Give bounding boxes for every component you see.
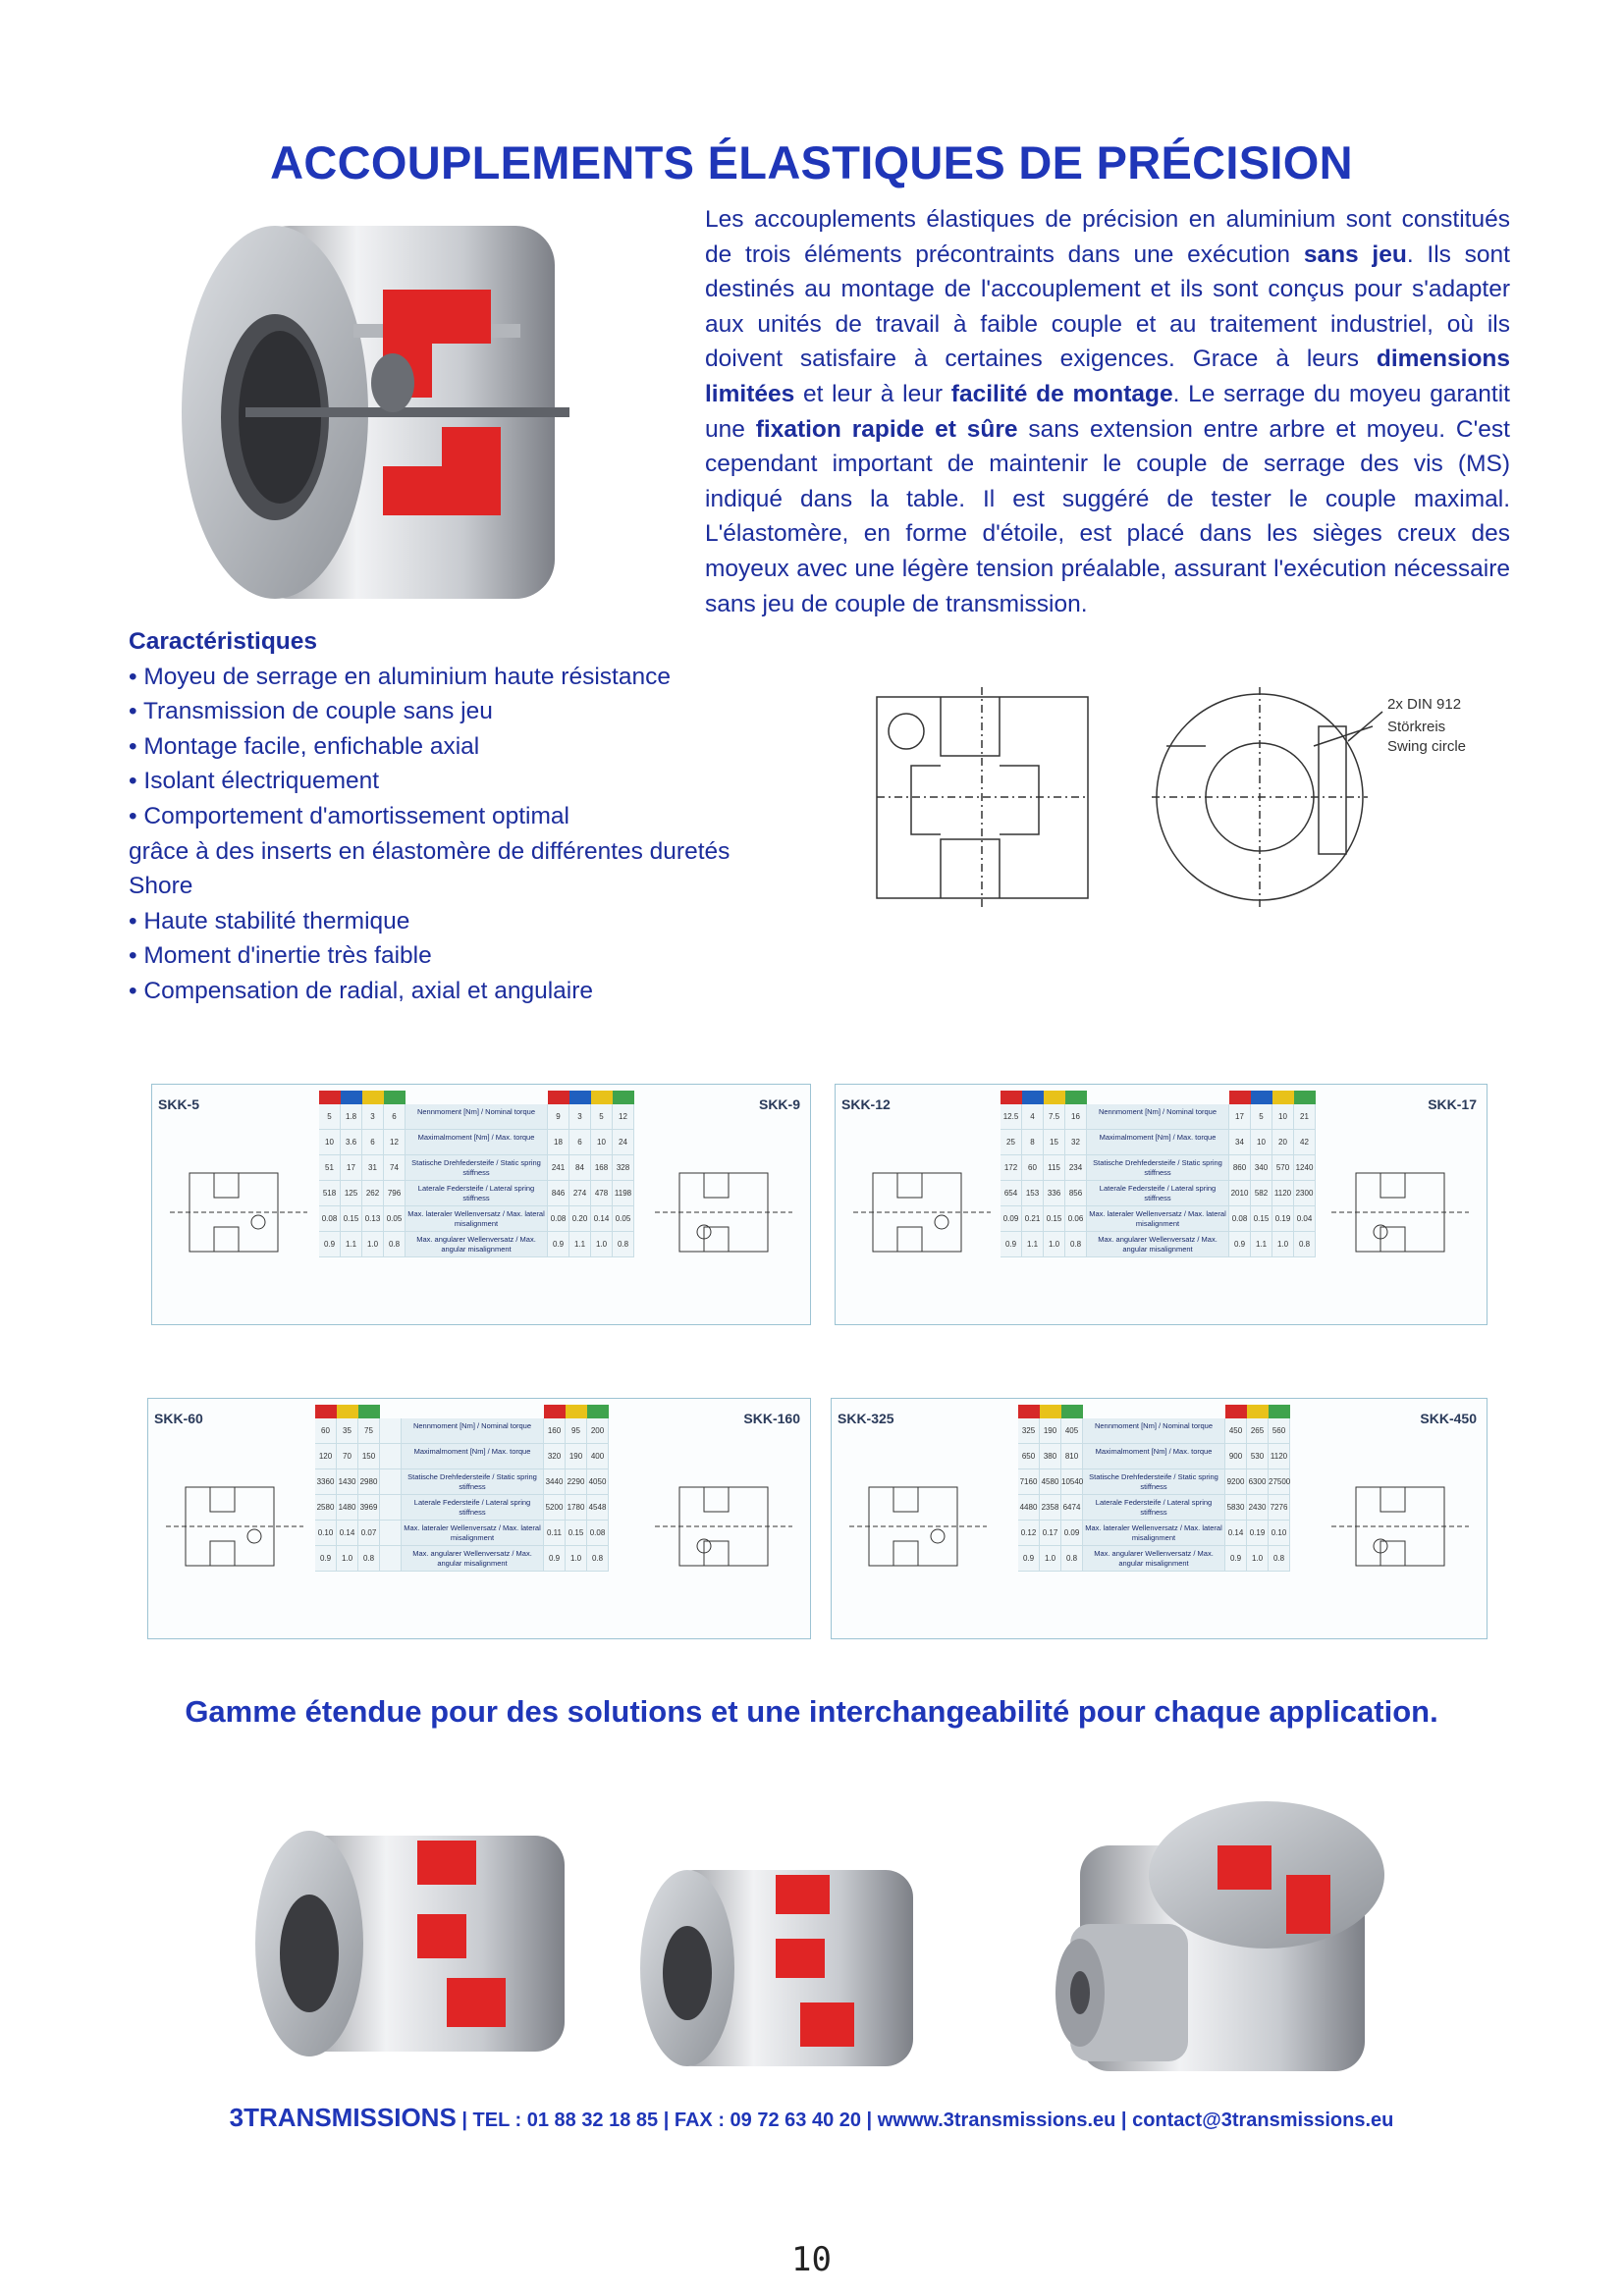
coupling-product-image: [628, 1841, 952, 2096]
spec-row-label: Statische Drehfedersteife / Static spring stiffness: [1083, 1469, 1225, 1494]
product-code: SKK-12: [841, 1096, 891, 1112]
dimension-sketch: [156, 1458, 313, 1605]
footer-contact-details: | TEL : 01 88 32 18 85 | FAX : 09 72 63 40 20 | wwww.3transmissions.eu | contact@3transmissions.eu: [456, 2109, 1394, 2131]
spec-table: 325 190 405 Nennmoment [Nm] / Nominal torque 450 265 560 650 380 810 Maximalmoment [Nm] / Max. torque 900 530 1120 7160 4580 10540 Statische Drehfedersteife / Static spring stiffness 9200 6300 27500 4480 2358 6474 Laterale Federsteife / Lateral spring stiffness 5830 2430 7276 0.12 0.17 0.09 Max. lateraler Wellenversatz / Max. lateral misalignment 0.14 0.19 0.10 0.9 1.0 0.8 Max. angularer Wellenversatz / Max. angular misalignment 0.9 1.0 0.8: [1018, 1405, 1290, 1572]
spec-row-label: Maximalmoment [Nm] / Max. torque: [1083, 1444, 1225, 1468]
coupling-product-image: [250, 1796, 604, 2081]
characteristic-item: • Transmission de couple sans jeu: [129, 698, 493, 725]
spec-panel: [147, 1398, 811, 1639]
characteristic-item: • Moment d'inertie très faible: [129, 942, 432, 970]
characteristic-item: • Comportement d'amortissement optimal: [129, 802, 569, 829]
intro-text-3: et leur à leur: [794, 380, 951, 407]
dimension-sketch: [645, 1144, 802, 1291]
dimension-sketch: [1322, 1458, 1479, 1605]
series-color-header: [1018, 1405, 1290, 1418]
product-code: SKK-9: [758, 1096, 800, 1112]
dimension-sketch: [1322, 1144, 1479, 1291]
product-code: SKK-450: [1420, 1411, 1477, 1426]
spec-panel: [835, 1084, 1488, 1325]
drawing-label-din: 2x DIN 912: [1387, 696, 1462, 713]
product-code: SKK-160: [743, 1411, 800, 1426]
product-code: SKK-325: [838, 1411, 894, 1426]
intro-text-5: sans extension entre arbre et moyeu. C'est cependant important de maintenir le couple de serrage des vis (MS) indiqué dans la table. Il est suggéré de tester le couple maximal. L'élastomère, en forme d'étoile, est placé dans les sièges creux des moyeux avec une légère tension préalable, assurant l'exécution nécessaire sans jeu de couple de transmission.: [705, 415, 1510, 617]
intro-text-2: . Ils sont destinés au montage de l'accouplement et ils sont conçus pour s'adapter aux unités de travail à faible couple et au traitement industriel, où ils doivent satisfaire à certaines exigences. Grace à leurs: [705, 240, 1510, 373]
spec-row-label: Nennmoment [Nm] / Nominal torque: [1087, 1104, 1229, 1129]
spec-row-label: Max. lateraler Wellenversatz / Max. lateral misalignment: [402, 1521, 544, 1545]
footer-brand: 3TRANSMISSIONS: [229, 2103, 457, 2132]
drawing-label-stoerkreis: Störkreis: [1387, 719, 1446, 735]
dimension-sketch: [645, 1458, 802, 1605]
spec-row-label: Maximalmoment [Nm] / Max. torque: [406, 1130, 548, 1154]
spec-row-label: Max. lateraler Wellenversatz / Max. lateral misalignment: [1087, 1206, 1229, 1231]
intro-bold-4: fixation rapide et sûre: [755, 415, 1018, 443]
characteristics-list: [129, 624, 836, 1009]
spec-row-label: Max. angularer Wellenversatz / Max. angular misalignment: [402, 1546, 544, 1571]
spec-row-label: Statische Drehfedersteife / Static spring stiffness: [402, 1469, 544, 1494]
spec-row-label: Laterale Federsteife / Lateral spring stiffness: [406, 1181, 548, 1205]
series-color-header: [1001, 1091, 1316, 1104]
series-color-header: [315, 1405, 609, 1418]
spec-panel: [151, 1084, 811, 1325]
product-code: SKK-5: [158, 1096, 200, 1112]
product-code: SKK-60: [154, 1411, 203, 1426]
characteristics-heading: Caractéristiques: [129, 628, 318, 655]
characteristic-item: grâce à des inserts en élastomère de différentes duretés: [129, 837, 730, 865]
spec-row-label: Max. angularer Wellenversatz / Max. angular misalignment: [1083, 1546, 1225, 1571]
page-title: ACCOUPLEMENTS ÉLASTIQUES DE PRÉCISION: [270, 136, 1353, 188]
drawing-label-swing-circle: Swing circle: [1387, 738, 1467, 755]
spec-row-label: Laterale Federsteife / Lateral spring stiffness: [1087, 1181, 1229, 1205]
footer-contact: [0, 2103, 1623, 2133]
intro-bold-1: sans jeu: [1303, 240, 1407, 268]
spec-row-label: Nennmoment [Nm] / Nominal torque: [402, 1418, 544, 1443]
product-code: SKK-17: [1428, 1096, 1477, 1112]
spec-row-label: Max. lateraler Wellenversatz / Max. lateral misalignment: [406, 1206, 548, 1231]
characteristic-item: • Moyeu de serrage en aluminium haute résistance: [129, 663, 671, 690]
spec-row-label: Statische Drehfedersteife / Static spring stiffness: [406, 1155, 548, 1180]
coupling-hero-image: [157, 206, 619, 618]
dimension-sketch: [160, 1144, 317, 1291]
characteristic-item: • Compensation de radial, axial et angulaire: [129, 977, 594, 1004]
spec-row-label: Max. angularer Wellenversatz / Max. angular misalignment: [1087, 1232, 1229, 1256]
dimension-sketch: [843, 1144, 1001, 1291]
spec-row-label: Statische Drehfedersteife / Static spring stiffness: [1087, 1155, 1229, 1180]
intro-paragraph: [705, 202, 1510, 621]
characteristic-item: • Isolant électriquement: [129, 768, 380, 795]
technical-drawing: [872, 687, 1500, 923]
characteristic-item: • Haute stabilité thermique: [129, 907, 410, 934]
spec-panel: [831, 1398, 1488, 1639]
coupling-product-image: [1041, 1787, 1404, 2091]
spec-row-label: Nennmoment [Nm] / Nominal torque: [1083, 1418, 1225, 1443]
spec-row-label: Laterale Federsteife / Lateral spring stiffness: [1083, 1495, 1225, 1520]
intro-text-4: . Le serrage du moyeu garantit une: [705, 380, 1510, 443]
spec-row-label: Nennmoment [Nm] / Nominal torque: [406, 1104, 548, 1129]
spec-table: 5 1.8 3 6 Nennmoment [Nm] / Nominal torque 9 3 5 12 10 3.6 6 12 Maximalmoment [Nm] / Max. torque 18 6 10 24 51 17 31 74 Statische Drehfedersteife / Static spring stiffness 241 84 168 328 518 125 262 796 Laterale Federsteife / Lateral spring stiffness 846 274 478 1198 0.08 0.15 0.13 0.05 Max. lateraler Wellenversatz / Max. lateral misalignment 0.08 0.20 0.14 0.05 0.9 1.1 1.0 0.8 Max. angularer Wellenversatz / Max. angular misalignment 0.9 1.1 1.0 0.8: [319, 1091, 634, 1257]
spec-row-label: Max. angularer Wellenversatz / Max. angular misalignment: [406, 1232, 548, 1256]
intro-text-1: Les accouplements élastiques de précision en aluminium sont constitués de trois éléments précontraints dans une exécution: [705, 206, 1510, 268]
spec-row-label: Max. lateraler Wellenversatz / Max. lateral misalignment: [1083, 1521, 1225, 1545]
characteristic-item: • Montage facile, enfichable axial: [129, 732, 480, 760]
characteristic-item: Shore: [129, 873, 193, 900]
slogan: Gamme étendue pour des solutions et une interchangeabilité pour chaque application.: [185, 1694, 1438, 1729]
spec-row-label: Laterale Federsteife / Lateral spring stiffness: [402, 1495, 544, 1520]
spec-row-label: Maximalmoment [Nm] / Max. torque: [1087, 1130, 1229, 1154]
spec-table: 12.5 4 7.5 16 Nennmoment [Nm] / Nominal torque 17 5 10 21 25 8 15 32 Maximalmoment [Nm] / Max. torque 34 10 20 42 172 60 115 234 Statische Drehfedersteife / Static spring stiffness 860 340 570 1240 654 153 336 856 Laterale Federsteife / Lateral spring stiffness 2010 582 1120 2300 0.09 0.21 0.15 0.06 Max. lateraler Wellenversatz / Max. lateral misalignment 0.08 0.15 0.19 0.04 0.9 1.1 1.0 0.8 Max. angularer Wellenversatz / Max. angular misalignment 0.9 1.1 1.0 0.8: [1001, 1091, 1316, 1257]
intro-bold-2: dimensions limitées: [705, 346, 1510, 407]
dimension-sketch: [839, 1458, 997, 1605]
intro-bold-3: facilité de montage: [950, 380, 1173, 407]
page-number: 10: [791, 2240, 832, 2279]
spec-row-label: Maximalmoment [Nm] / Max. torque: [402, 1444, 544, 1468]
spec-table: 60 35 75 Nennmoment [Nm] / Nominal torque 160 95 200 120 70 150 Maximalmoment [Nm] / Max. torque 320 190 400 3360 1430 2980 Statische Drehfedersteife / Static spring stiffness 3440 2290 4050 2580 1480 3969 Laterale Federsteife / Lateral spring stiffness 5200 1780 4548 0.10 0.14 0.07 Max. lateraler Wellenversatz / Max. lateral misalignment 0.11 0.15 0.08 0.9 1.0 0.8 Max. angularer Wellenversatz / Max. angular misalignment 0.9 1.0 0.8: [315, 1405, 609, 1572]
series-color-header: [319, 1091, 634, 1104]
